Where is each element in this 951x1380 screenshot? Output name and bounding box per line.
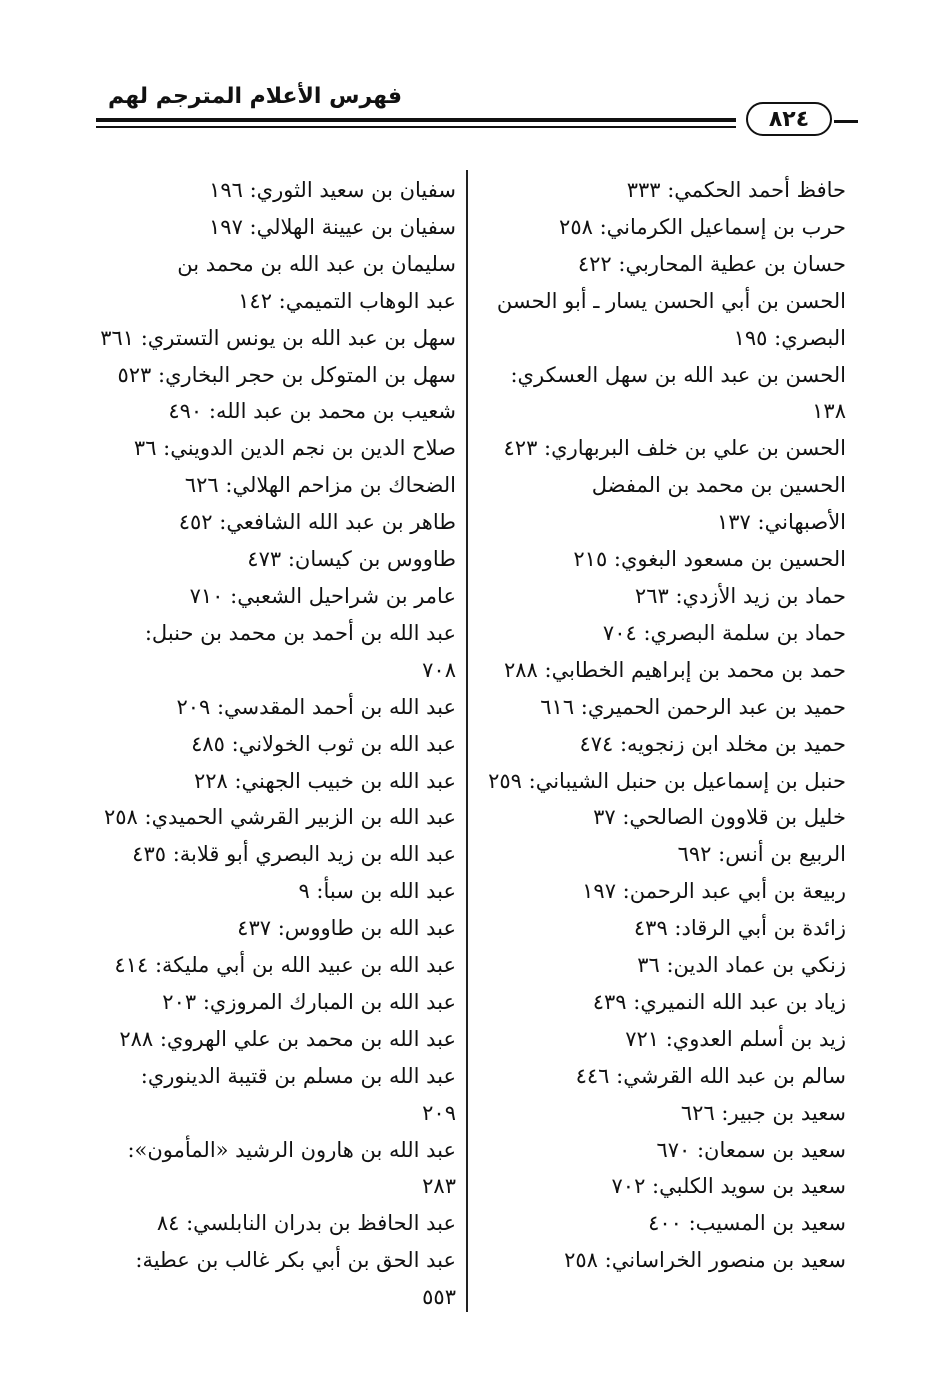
right-column-entry: حماد بن زيد الأزدي: ٢٦٣ [634, 583, 846, 608]
left-column-entry: طاووس بن كيسان: ٤٧٣ [247, 547, 456, 572]
right-column-entry: سعيد بن سمعان: ٦٧٠ [656, 1137, 846, 1162]
left-column-entry: عبد الله بن هارون الرشيد «المأمون»: ٢٨٣ [127, 1137, 456, 1199]
right-column-entry: حافظ أحمد الحكمي: ٣٣٣ [626, 178, 846, 202]
left-column-entry: سفيان بن عيينة الهلالي: ١٩٧ [209, 214, 456, 239]
right-column-entry: الربيع بن أنس: ٦٩٢ [677, 842, 846, 867]
left-column-entry: عامر بن شراحيل الشعبي: ٧١٠ [189, 583, 456, 608]
right-column-entry: الحسن بن أبي الحسن يسار ـ أبو الحسن [496, 288, 846, 313]
left-column-entry: عبد الله بن خبيب الجهني: ٢٢٨ [193, 768, 456, 793]
index-title: فهرس الأعلام المترجم لهم [108, 84, 403, 109]
right-column-entry: البصري: ١٩٥ [733, 325, 846, 350]
left-column-entry: سليمان بن عبد الله بن محمد بن [177, 251, 456, 276]
left-column-entry: ٢٠٩ [422, 1100, 456, 1125]
left-column-entry: عبد الله بن سبأ: ٩ [298, 879, 456, 904]
left-column-entry: طاهر بن عبد الله الشافعي: ٤٥٢ [178, 510, 456, 535]
right-index-column [486, 172, 846, 1279]
left-column-entry: صلاح الدين بن نجم الدين الدويني: ٣٦ [133, 436, 456, 461]
left-column-entry: عبد الله بن زيد البصري أبو قلابة: ٤٣٥ [132, 842, 456, 867]
right-column-entry: زائدة بن أبي الرقاد: ٤٣٩ [633, 916, 846, 941]
right-column-entry: حسان بن عطية المحاربي: ٤٢٢ [577, 251, 846, 276]
left-column-entry: الضحاك بن مزاحم الهلالي: ٦٢٦ [184, 473, 456, 498]
left-column-entry: عبد الله بن طاووس: ٤٣٧ [237, 916, 456, 941]
right-column-entry: ١٣٨ [812, 399, 846, 424]
left-column-entry: عبد الوهاب التميمي: ١٤٢ [238, 288, 456, 313]
left-column-entry: عبد الله بن محمد بن علي الهروي: ٢٨٨ [119, 1026, 456, 1051]
right-column-entry: زياد بن عبد الله النميري: ٤٣٩ [592, 989, 846, 1014]
left-column-entry: عبد الحق بن أبي بكر غالب بن عطية: [135, 1248, 456, 1273]
left-column-entry: شعيب بن محمد بن عبد الله: ٤٩٠ [168, 399, 456, 424]
page-number-frame [746, 102, 832, 136]
right-column-entry: حماد بن سلمة البصري: ٧٠٤ [602, 620, 846, 645]
right-column-entry: حمد بن محمد بن إبراهيم الخطابي: ٢٨٨ [504, 657, 846, 682]
running-header [96, 80, 856, 140]
right-column-entry: الحسين بن محمد بن المفضل [591, 473, 846, 498]
left-column-entry: عبد الله بن ثوب الخولاني: ٤٨٥ [191, 731, 456, 756]
left-column-entry: عبد الله بن أحمد بن محمد بن حنبل: [144, 620, 456, 645]
right-column-entry: سعيد بن المسيب: ٤٠٠ [648, 1211, 846, 1236]
right-column-entry: الأصبهاني: ١٣٧ [717, 510, 846, 535]
left-column-entry: سهل بن عبد الله بن يونس التستري: ٣٦١ [100, 325, 456, 350]
right-column-entry: الحسين بن مسعود البغوي: ٢١٥ [573, 547, 846, 572]
right-column-entry: حميد بن مخلد ابن زنجويه: ٤٧٤ [579, 731, 846, 756]
left-column-entry: عبد الحافظ بن بدران النابلسي: ٨٤ [156, 1211, 456, 1236]
left-column-entry: عبد الله بن مسلم بن قتيبة الدينوري: [140, 1063, 456, 1088]
header-rule-tail [834, 120, 858, 123]
right-column-entry: ربيعة بن أبي عبد الرحمن: ١٩٧ [582, 879, 846, 904]
right-column-entry: سعيد بن جبير: ٦٢٦ [680, 1100, 846, 1125]
left-column-entry: سهل بن المتوكل بن حجر البخاري: ٥٢٣ [117, 362, 456, 387]
right-column-entry: حميد بن عبد الرحمن الحميري: ٦١٦ [540, 694, 846, 719]
right-column-entry: سعيد بن منصور الخراساني: ٢٥٨ [564, 1248, 846, 1273]
right-column-entry: حرب بن إسماعيل الكرماني: ٢٥٨ [559, 214, 846, 239]
header-rule-thick [96, 118, 736, 122]
left-column-entry: ٥٥٣ [422, 1285, 456, 1310]
left-index-column [100, 172, 456, 1316]
right-column-entry: حنبل بن إسماعيل بن حنبل الشيباني: ٢٥٩ [488, 768, 846, 793]
left-column-entry: عبد الله بن الزبير القرشي الحميدي: ٢٥٨ [104, 805, 456, 830]
right-column-entry: خليل بن قلاوون الصالحي: ٣٧ [593, 805, 846, 830]
right-column-entry: الحسن بن عبد الله بن سهل العسكري: [510, 362, 846, 387]
left-column-entry: ٧٠٨ [422, 657, 456, 682]
left-column-entry: عبد الله بن المبارك المروزي: ٢٠٣ [162, 989, 456, 1014]
header-rule-thin [96, 126, 736, 128]
left-column-entry: عبد الله بن عبيد الله بن أبي مليكة: ٤١٤ [114, 953, 456, 978]
left-column-entry: سفيان بن سعيد الثوري: ١٩٦ [209, 178, 456, 202]
left-column-entry: عبد الله بن أحمد المقدسي: ٢٠٩ [176, 694, 456, 719]
right-column-entry: سالم بن عبد الله القرشي: ٤٤٦ [575, 1063, 846, 1088]
right-column-entry: الحسن بن علي بن خلف البربهاري: ٤٢٣ [503, 436, 846, 461]
right-column-entry: زيد بن أسلم العدوي: ٧٢١ [625, 1026, 846, 1051]
right-column-entry: سعيد بن سويد الكلبي: ٧٠٢ [611, 1174, 846, 1199]
page-number: ٨٢٤ [768, 106, 810, 132]
right-column-entry: زنكي بن عماد الدين: ٣٦ [637, 953, 846, 978]
column-divider [466, 170, 468, 1312]
